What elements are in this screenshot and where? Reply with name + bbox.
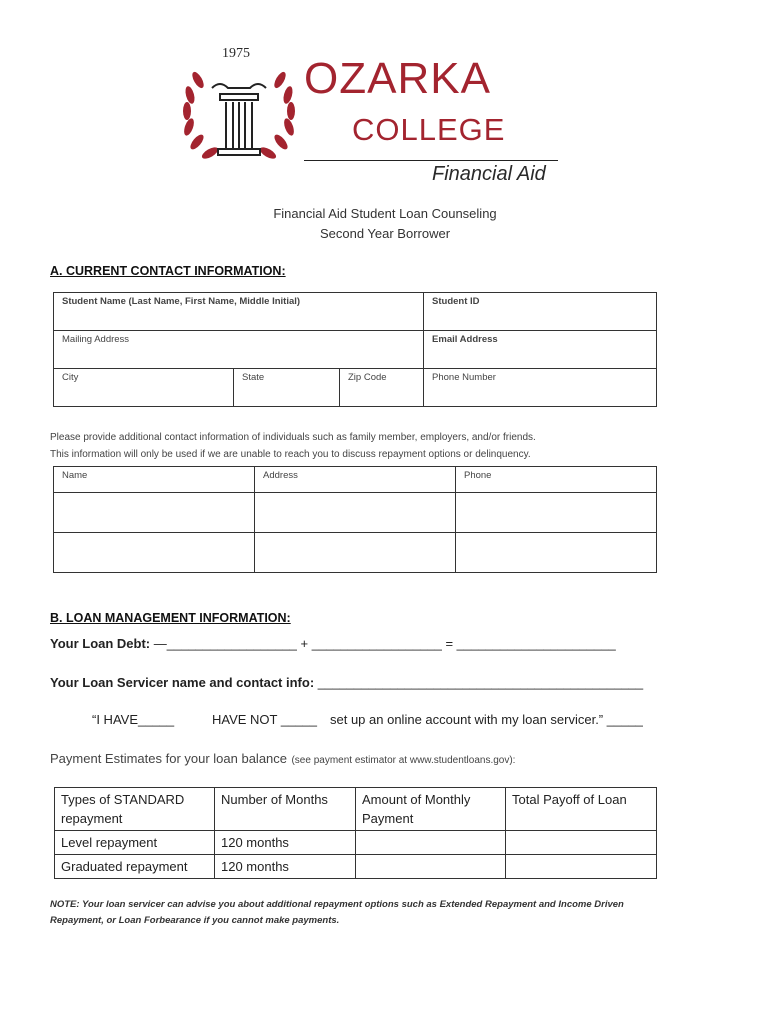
pay-total-cell[interactable]: [506, 855, 657, 879]
zip-code-field[interactable]: Zip Code: [340, 369, 424, 407]
footnote-line1: NOTE: Your loan servicer can advise you about additional repayment options such as Extended Repayment and Income Driven: [50, 899, 624, 910]
contact-info-table: [53, 292, 657, 407]
online-account-have-not[interactable]: HAVE NOT _____: [212, 712, 318, 727]
pay-header-months: Number of Months: [215, 788, 356, 831]
contact-address-cell[interactable]: [255, 533, 456, 573]
online-account-have[interactable]: “I HAVE_____: [92, 712, 175, 727]
estimates-label: Payment Estimates for your loan balance: [50, 751, 288, 766]
document-title-line1: Financial Aid Student Loan Counseling: [273, 206, 497, 221]
pay-months-cell: 120 months: [215, 855, 356, 879]
contact-phone-cell[interactable]: [456, 493, 657, 533]
logo-name-line2: COLLEGE: [352, 112, 506, 147]
loan-debt-formula[interactable]: —__________________ + __________________ = ______________________: [153, 636, 616, 651]
student-id-field[interactable]: Student ID: [424, 293, 657, 331]
email-address-field[interactable]: Email Address: [424, 331, 657, 369]
online-account-statement[interactable]: set up an online account with my loan servicer.” _____: [330, 712, 643, 727]
estimates-note: (see payment estimator at www.studentloans.gov):: [291, 755, 516, 766]
section-b-heading: B. LOAN MANAGEMENT INFORMATION:: [50, 611, 291, 625]
document-title-line2: Second Year Borrower: [319, 226, 451, 241]
pay-months-cell: 120 months: [215, 831, 356, 855]
city-field[interactable]: City: [54, 369, 234, 407]
pay-monthly-cell[interactable]: [356, 831, 506, 855]
pay-monthly-cell[interactable]: [356, 855, 506, 879]
additional-contacts-table: [53, 466, 657, 573]
contact-phone-cell[interactable]: [456, 533, 657, 573]
estimates-line: [50, 750, 515, 768]
pay-header-monthly: Amount of Monthly Payment: [356, 788, 506, 831]
logo-year: 1975: [222, 46, 250, 61]
pay-header-total: Total Payoff of Loan: [506, 788, 657, 831]
college-logo: [176, 46, 566, 192]
pay-type-cell: Level repayment: [55, 831, 215, 855]
servicer-blank[interactable]: _____________________________________________: [317, 675, 644, 690]
contact-name-cell[interactable]: [54, 493, 255, 533]
contacts-note-line2: This information will only be used if we are unable to reach you to discuss repayment options or delinquency.: [50, 449, 531, 460]
laurel-column-emblem: [176, 50, 306, 170]
section-a-heading: A. CURRENT CONTACT INFORMATION:: [50, 264, 286, 278]
loan-debt-label: Your Loan Debt:: [50, 636, 151, 651]
phone-number-field[interactable]: Phone Number: [424, 369, 657, 407]
table-row: [55, 855, 657, 879]
contacts-header-address: Address: [255, 467, 456, 493]
contacts-header-phone: Phone: [456, 467, 657, 493]
pay-total-cell[interactable]: [506, 831, 657, 855]
table-row: [55, 831, 657, 855]
logo-divider: [304, 160, 558, 161]
mailing-address-field[interactable]: Mailing Address: [54, 331, 424, 369]
servicer-line: [50, 675, 643, 690]
pay-type-cell: Graduated repayment: [55, 855, 215, 879]
contacts-header-name: Name: [54, 467, 255, 493]
state-field[interactable]: State: [234, 369, 340, 407]
footnote-line2: Repayment, or Loan Forbearance if you cannot make payments.: [50, 915, 340, 926]
student-name-field[interactable]: Student Name (Last Name, First Name, Middle Initial): [54, 293, 424, 331]
servicer-label: Your Loan Servicer name and contact info:: [50, 675, 315, 690]
pay-header-type: Types of STANDARD repayment: [55, 788, 215, 831]
payment-estimates-table: [54, 787, 657, 879]
logo-subtitle: Financial Aid: [432, 163, 546, 185]
loan-debt-line: [50, 636, 616, 651]
contact-name-cell[interactable]: [54, 533, 255, 573]
logo-name-line1: OZARKA: [304, 54, 491, 103]
contact-address-cell[interactable]: [255, 493, 456, 533]
contacts-note-line1: Please provide additional contact information of individuals such as family member, employers, and/or friends.: [50, 432, 536, 443]
